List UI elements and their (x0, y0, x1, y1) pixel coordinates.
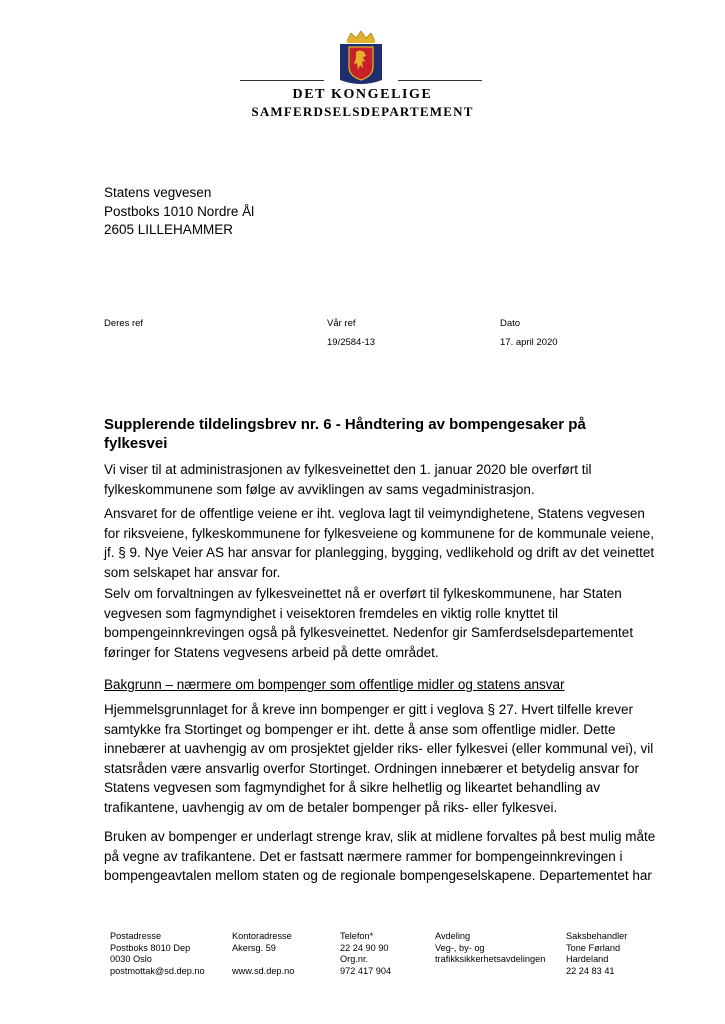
footer-cell: 972 417 904 (340, 965, 392, 976)
footer-cell: Akersg. 59 (232, 942, 276, 953)
footer-cell: Veg-, by- og (435, 942, 485, 953)
footer-cell: trafikksikkerhetsavdelingen (435, 954, 546, 964)
footer-cell: Tone Førland (566, 942, 621, 953)
recipient-name: Statens vegvesen (104, 185, 212, 200)
footer-website: www.sd.dep.no (232, 965, 295, 976)
footer-postal-address (110, 931, 205, 977)
logo-line-1: DET KONGELIGE (292, 87, 433, 102)
var-ref-value: 19/2584-13 (327, 337, 376, 348)
recipient-postal: 2605 LILLEHAMMER (104, 222, 234, 237)
footer-cell: Saksbehandler (566, 931, 628, 941)
footer-cell: 22 24 90 90 (340, 942, 389, 953)
dato-value: 17. april 2020 (500, 337, 558, 348)
footer-cell: Kontoradresse (232, 931, 292, 941)
footer-case-officer (566, 931, 627, 977)
footer-office-address (232, 931, 294, 977)
footer-cell: 0030 Oslo (110, 954, 152, 964)
paragraph-5: Bruken av bompenger er underlagt strenge krav, slik at midlene forvaltes på best mulig måte på vegne av trafikantene. Det er fastsatt nærmere rammer for bompengeinnkrevingen i bompengeavtalen mellom staten og de regionale bompengeselskapene. Departementet har (104, 829, 656, 883)
section-heading: Bakgrunn – nærmere om bompenger som offentlige midler og statens ansvar (104, 677, 565, 692)
footer-phone (340, 931, 391, 977)
footer-cell: Hardeland (566, 954, 609, 964)
coat-of-arms-icon (338, 30, 384, 86)
footer-email: postmottak@sd.dep.no (110, 965, 205, 976)
logo-rule-right (398, 80, 482, 81)
paragraph-2: Ansvaret for de offentlige veiene er iht. veglova lagt til veimyndighetene, Statens vegvesen for riksveiene, fylkeskommunene for fylkesveiene og kommunene for de kommunale veiene, jf. § 9. Nye Veier AS har ansvar for planlegging, bygging, vedlikehold og drift av det veinettet som selskapet har ansvar for. (104, 506, 655, 580)
footer-cell: Postboks 8010 Dep (110, 942, 191, 953)
recipient-address (104, 184, 254, 240)
dato-label: Dato (500, 318, 521, 329)
paragraph-3: Selv om forvaltningen av fylkesveinettet nå er overført til fylkeskommunene, har Staten vegvesen som fagmyndighet i veisektoren fremdeles en viktig rolle knyttet til bompengeinnkrevingen også på fylkesveinettet. Nedenfor gir Samferdselsdepartementet føringer for Statens vegvesens arbeid på dette området. (104, 586, 634, 660)
ministry-logo (240, 30, 485, 125)
footer-cell: Avdeling (435, 931, 471, 941)
footer-cell (232, 954, 294, 966)
footer-cell: Postadresse (110, 931, 162, 941)
var-ref-label: Vår ref (327, 318, 356, 329)
logo-line-2: SAMFERDSELSDEPARTEMENT (251, 104, 474, 119)
footer-department (435, 931, 545, 966)
footer-cell: 22 24 83 41 (566, 965, 615, 976)
letter-title: Supplerende tildelingsbrev nr. 6 - Håndtering av bompengesaker på fylkesvei (104, 416, 586, 452)
footer-cell: Telefon* (340, 931, 374, 941)
paragraph-1: Vi viser til at administrasjonen av fylkesveinettet den 1. januar 2020 ble overført til fylkeskommunene som følge av avviklingen av sams vegadministrasjon. (104, 462, 592, 497)
logo-rule-left (240, 80, 324, 81)
paragraph-4: Hjemmelsgrunnlaget for å kreve inn bompenger er gitt i veglova § 27. Hvert tilfelle krever samtykke fra Stortinget og bompenger er iht. dette å anse som offentlige midler. Dette innebærer at uavhengig av om prosjektet gjelder riks- eller fylkesvei (eller kommunal vei), vil statsråden være ansvarlig overfor Stortinget. Ordningen innebærer et betydelig ansvar for Statens vegvesen som fagmyndighet for å sikre helhetlig og likeartet behandling av trafikantene, uavhengig av om de betaler bompenger på riks- eller fylkesvei. (104, 702, 654, 815)
deres-ref-label: Deres ref (104, 318, 144, 329)
recipient-street: Postboks 1010 Nordre Ål (104, 203, 255, 219)
footer-cell: Org.nr. (340, 954, 369, 964)
